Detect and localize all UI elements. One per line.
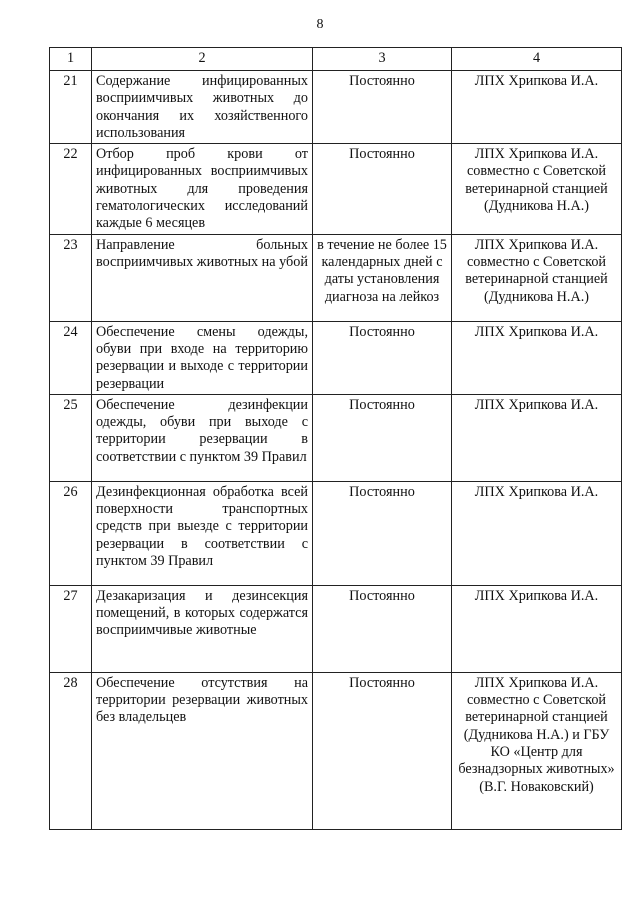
row-term: в течение не более 15 календарных дней с даты установления диагноза на лейкоз	[313, 234, 452, 321]
row-number: 22	[50, 144, 92, 234]
row-term: Постоянно	[313, 481, 452, 585]
row-responsible: ЛПХ Хрипкова И.А.	[452, 585, 622, 672]
header-col-2: 2	[92, 48, 313, 71]
row-measure: Обеспечение смены одежды, обуви при входе на территорию резервации и выходе с территории резервации	[92, 321, 313, 394]
header-col-4: 4	[452, 48, 622, 71]
header-col-3: 3	[313, 48, 452, 71]
row-number: 25	[50, 394, 92, 481]
row-responsible: ЛПХ Хрипкова И.А. совместно с Советской ветеринарной станцией (Дудникова Н.А.) и ГБУ КО «Центр для безнадзорных животных» (В.Г. Новаковский)	[452, 672, 622, 829]
measures-table	[49, 47, 622, 830]
table-row	[50, 234, 622, 321]
row-responsible: ЛПХ Хрипкова И.А. совместно с Советской ветеринарной станцией (Дудникова Н.А.)	[452, 144, 622, 234]
row-number: 28	[50, 672, 92, 829]
row-term: Постоянно	[313, 394, 452, 481]
row-responsible: ЛПХ Хрипкова И.А. совместно с Советской ветеринарной станцией (Дудникова Н.А.)	[452, 234, 622, 321]
row-term: Постоянно	[313, 672, 452, 829]
row-term: Постоянно	[313, 71, 452, 144]
table-header-row	[50, 48, 622, 71]
row-responsible: ЛПХ Хрипкова И.А.	[452, 71, 622, 144]
row-responsible: ЛПХ Хрипкова И.А.	[452, 321, 622, 394]
row-number: 27	[50, 585, 92, 672]
row-term: Постоянно	[313, 321, 452, 394]
row-number: 23	[50, 234, 92, 321]
row-responsible: ЛПХ Хрипкова И.А.	[452, 394, 622, 481]
table-row	[50, 672, 622, 829]
table-row	[50, 481, 622, 585]
row-measure: Дезакаризация и дезинсекция помещений, в которых содержатся восприимчивые животные	[92, 585, 313, 672]
row-measure: Дезинфекционная обработка всей поверхности транспортных средств при выезде с территории резервации в соответствии с пунктом 39 Правил	[92, 481, 313, 585]
row-number: 24	[50, 321, 92, 394]
row-measure: Направление больных восприимчивых животных на убой	[92, 234, 313, 321]
page-number: 8	[316, 17, 324, 32]
row-term: Постоянно	[313, 144, 452, 234]
table-row	[50, 71, 622, 144]
table-row	[50, 394, 622, 481]
row-number: 21	[50, 71, 92, 144]
table-row	[50, 321, 622, 394]
header-col-1: 1	[50, 48, 92, 71]
table-row	[50, 585, 622, 672]
row-measure: Обеспечение отсутствия на территории резервации животных без владельцев	[92, 672, 313, 829]
row-term: Постоянно	[313, 585, 452, 672]
row-responsible: ЛПХ Хрипкова И.А.	[452, 481, 622, 585]
table-row	[50, 144, 622, 234]
row-number: 26	[50, 481, 92, 585]
row-measure: Отбор проб крови от инфицированных восприимчивых животных для проведения гематологических исследований каждые 6 месяцев	[92, 144, 313, 234]
row-measure: Обеспечение дезинфекции одежды, обуви при выходе с территории резервации в соответствии с пунктом 39 Правил	[92, 394, 313, 481]
row-measure: Содержание инфицированных восприимчивых животных до окончания их хозяйственного использования	[92, 71, 313, 144]
